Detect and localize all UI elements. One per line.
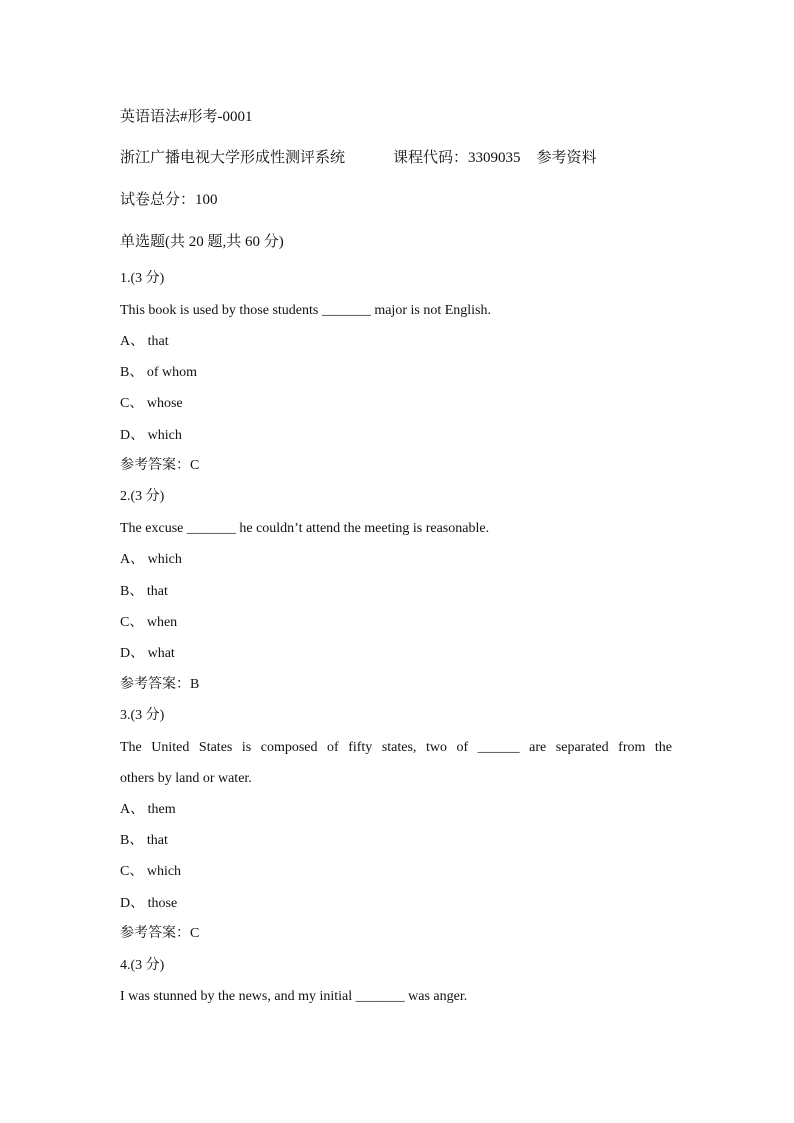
- option-d: D、 what: [120, 646, 175, 661]
- option-b: B、 that: [120, 584, 168, 599]
- question-text: I was stunned by the news, and my initial _______ was anger.: [120, 989, 468, 1004]
- option-a: A、 them: [120, 802, 176, 817]
- question-number: 3.(3 分): [120, 708, 165, 723]
- question-text: The excuse _______ he couldn’t attend the meeting is reasonable.: [120, 521, 490, 536]
- course-code: 课程代码：3309035: [393, 150, 521, 166]
- option-b: B、 of whom: [120, 365, 197, 380]
- question-number: 4.(3 分): [120, 958, 165, 973]
- option-a: A、 which: [120, 552, 182, 567]
- question-number: 1.(3 分): [120, 271, 165, 286]
- question-number: 2.(3 分): [120, 489, 165, 504]
- question-text-line2: others by land or water.: [120, 771, 252, 786]
- section-heading: 单选题(共 20 题,共 60 分): [120, 234, 284, 250]
- option-d: D、 those: [120, 896, 178, 911]
- answer: 参考答案：C: [120, 926, 200, 941]
- question-text: This book is used by those students _______ major is not English.: [120, 303, 491, 318]
- option-d: D、 which: [120, 428, 182, 443]
- answer: 参考答案：B: [120, 677, 200, 692]
- institution-name: 浙江广播电视大学形成性测评系统: [120, 150, 346, 166]
- question-text-line1: The United States is composed of fifty states, two of ______ are separated from the: [120, 740, 672, 755]
- answer: 参考答案：C: [120, 458, 200, 473]
- option-c: C、 which: [120, 864, 182, 879]
- doc-title: 英语语法#形考-0001: [120, 109, 253, 125]
- option-c: C、 whose: [120, 396, 183, 411]
- option-a: A、 that: [120, 334, 169, 349]
- doc-header-line: [120, 149, 597, 167]
- option-b: B、 that: [120, 833, 168, 848]
- total-score: 试卷总分：100: [120, 192, 218, 208]
- reference-label: 参考资料: [536, 150, 597, 166]
- option-c: C、 when: [120, 615, 178, 630]
